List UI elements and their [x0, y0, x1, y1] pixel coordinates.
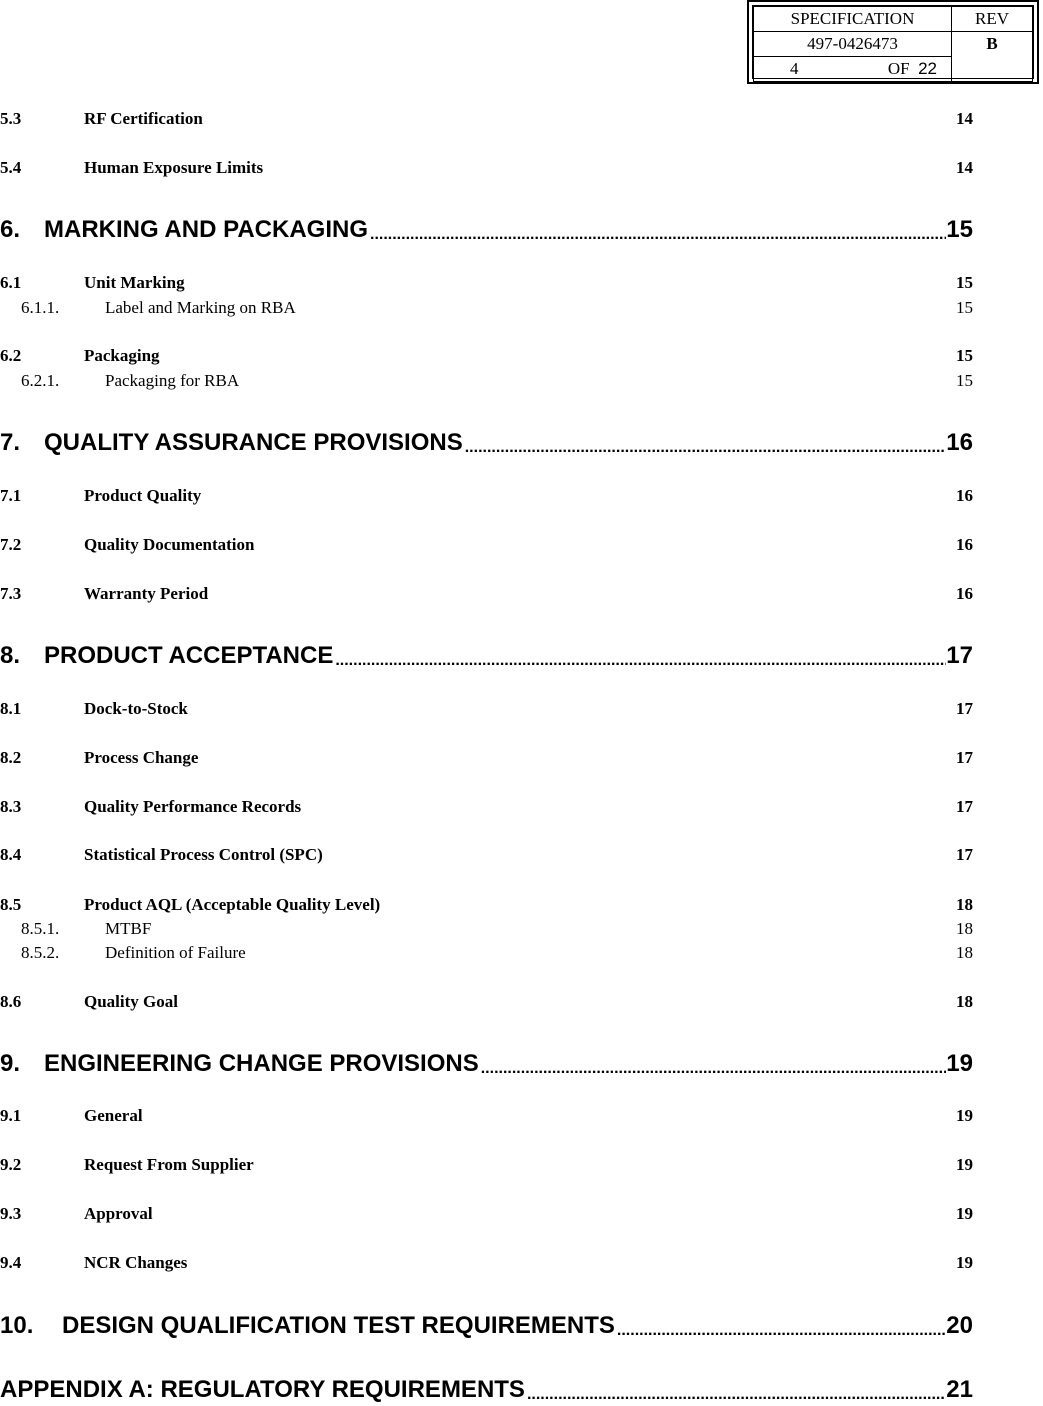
toc-number: 8.: [0, 642, 44, 670]
toc-title: Quality Goal: [84, 992, 178, 1011]
toc-page: 15: [946, 216, 973, 243]
toc-leader: [479, 1050, 947, 1080]
toc-number: 8.6: [0, 992, 84, 1012]
toc-leader: [368, 216, 946, 246]
toc-page: 17: [956, 699, 973, 718]
toc-leader: [333, 642, 946, 672]
rev-value: B: [952, 32, 1033, 82]
toc-title: Approval: [84, 1204, 153, 1223]
toc-number: 9.4: [0, 1253, 84, 1273]
toc-entry[interactable]: [0, 109, 973, 131]
toc-entry[interactable]: [0, 158, 973, 180]
toc-page: 15: [956, 273, 973, 292]
toc-entry[interactable]: [0, 1253, 973, 1275]
toc-number: 8.5.1.: [0, 919, 105, 939]
toc-entry[interactable]: [0, 845, 973, 867]
toc-entry[interactable]: [0, 371, 973, 393]
toc-number: 7.1: [0, 486, 84, 506]
toc-title: Dock-to-Stock: [84, 699, 188, 718]
toc-page: 20: [946, 1312, 973, 1339]
toc-title: Request From Supplier: [84, 1155, 254, 1174]
toc-title: NCR Changes: [84, 1253, 188, 1272]
of-label: OF: [887, 59, 910, 78]
toc-entry[interactable]: [0, 895, 973, 917]
toc-page: 15: [956, 298, 973, 317]
toc-number: 8.1: [0, 699, 84, 719]
toc-entry[interactable]: [0, 1050, 973, 1080]
toc-title: MTBF: [105, 919, 152, 938]
toc-number: 6.2.1.: [0, 371, 105, 391]
toc-page: 18: [956, 943, 973, 962]
toc-number: 6.1: [0, 273, 84, 293]
toc-page: 16: [956, 486, 973, 505]
toc-page: 19: [956, 1106, 973, 1125]
toc-page: 19: [946, 1050, 973, 1077]
toc-entry[interactable]: [0, 1106, 973, 1128]
toc-number: 6.2: [0, 346, 84, 366]
toc-page: 14: [956, 109, 973, 128]
toc-entry[interactable]: [0, 797, 973, 819]
page-indicator: [754, 59, 951, 79]
toc-entry[interactable]: [0, 699, 973, 721]
toc-page: 17: [946, 642, 973, 669]
toc-number: 9.3: [0, 1204, 84, 1224]
toc-number: 7.: [0, 429, 44, 457]
toc-title: ENGINEERING CHANGE PROVISIONS: [44, 1050, 479, 1077]
toc-entry[interactable]: [0, 346, 973, 368]
toc-page: 14: [956, 158, 973, 177]
page-total: 22: [918, 59, 937, 78]
spec-label: SPECIFICATION: [754, 7, 952, 32]
page-number: 4: [790, 59, 799, 78]
toc-page: 16: [956, 584, 973, 603]
toc-page: 15: [956, 346, 973, 365]
toc-number: 10.: [0, 1312, 62, 1340]
toc-entry[interactable]: [0, 273, 973, 295]
toc-number: 5.3: [0, 109, 84, 129]
toc-number: 6.: [0, 216, 44, 244]
toc-number: 7.3: [0, 584, 84, 604]
toc-title: APPENDIX A: REGULATORY REQUIREMENTS: [0, 1376, 525, 1403]
toc-title: Label and Marking on RBA: [105, 298, 296, 317]
toc-title: Unit Marking: [84, 273, 185, 292]
toc-title: Quality Documentation: [84, 535, 255, 554]
toc-number: 7.2: [0, 535, 84, 555]
toc-entry[interactable]: [0, 216, 973, 246]
toc-number: 8.5: [0, 895, 84, 915]
toc-leader: [525, 1376, 946, 1406]
toc-entry[interactable]: [0, 429, 973, 459]
toc-entry[interactable]: [0, 1376, 973, 1406]
toc-number: 9.: [0, 1050, 44, 1078]
toc-page: 17: [956, 748, 973, 767]
toc-title: Definition of Failure: [105, 943, 246, 962]
toc-page: 15: [956, 371, 973, 390]
toc-title: Product Quality: [84, 486, 202, 505]
toc-title: Packaging for RBA: [105, 371, 240, 390]
toc-page: 21: [946, 1376, 973, 1403]
toc-page: 18: [956, 992, 973, 1011]
toc-entry[interactable]: [0, 1204, 973, 1226]
toc-title: DESIGN QUALIFICATION TEST REQUIREMENTS: [62, 1312, 615, 1339]
toc-number: 9.1: [0, 1106, 84, 1126]
toc-number: 8.5.2.: [0, 943, 105, 963]
toc-title: PRODUCT ACCEPTANCE: [44, 642, 334, 669]
toc-title: MARKING AND PACKAGING: [44, 216, 368, 243]
toc-page: 18: [956, 895, 973, 914]
toc-leader: [463, 429, 947, 459]
toc-page: 19: [956, 1204, 973, 1223]
toc-title: Statistical Process Control (SPC): [84, 845, 323, 864]
toc-number: 8.3: [0, 797, 84, 817]
toc-title: Quality Performance Records: [84, 797, 302, 816]
toc-number: 6.1.1.: [0, 298, 105, 318]
toc-leader: [615, 1312, 946, 1342]
toc-entry[interactable]: [0, 535, 973, 557]
toc-page: 17: [956, 845, 973, 864]
toc-page: 17: [956, 797, 973, 816]
toc-title: General: [84, 1106, 143, 1125]
doc-number: 497-0426473: [754, 32, 952, 57]
toc-page: 18: [956, 919, 973, 938]
toc-entry[interactable]: [0, 748, 973, 770]
toc-page: 16: [946, 429, 973, 456]
toc-page: 16: [956, 535, 973, 554]
toc-title: RF Certification: [84, 109, 203, 128]
toc-title: Warranty Period: [84, 584, 209, 603]
toc-number: 5.4: [0, 158, 84, 178]
toc-title: Human Exposure Limits: [84, 158, 264, 177]
toc-entry[interactable]: [0, 584, 973, 606]
toc-number: 9.2: [0, 1155, 84, 1175]
toc-entry[interactable]: [0, 992, 973, 1014]
toc-page: 19: [956, 1155, 973, 1174]
toc-number: 8.2: [0, 748, 84, 768]
toc-entry[interactable]: [0, 943, 973, 965]
spec-header-box: [747, 0, 1039, 84]
toc-title: Process Change: [84, 748, 199, 767]
toc-entry[interactable]: [0, 1155, 973, 1177]
toc-title: Product AQL (Acceptable Quality Level): [84, 895, 381, 914]
toc-title: QUALITY ASSURANCE PROVISIONS: [44, 429, 463, 456]
toc-title: Packaging: [84, 346, 160, 365]
rev-label: REV: [952, 7, 1033, 32]
toc-number: 8.4: [0, 845, 84, 865]
toc-entry[interactable]: [0, 642, 973, 672]
toc-entry[interactable]: [0, 298, 973, 320]
toc-entry[interactable]: [0, 919, 973, 941]
toc-entry[interactable]: [0, 1312, 973, 1342]
toc-entry[interactable]: [0, 486, 973, 508]
toc-page: 19: [956, 1253, 973, 1272]
